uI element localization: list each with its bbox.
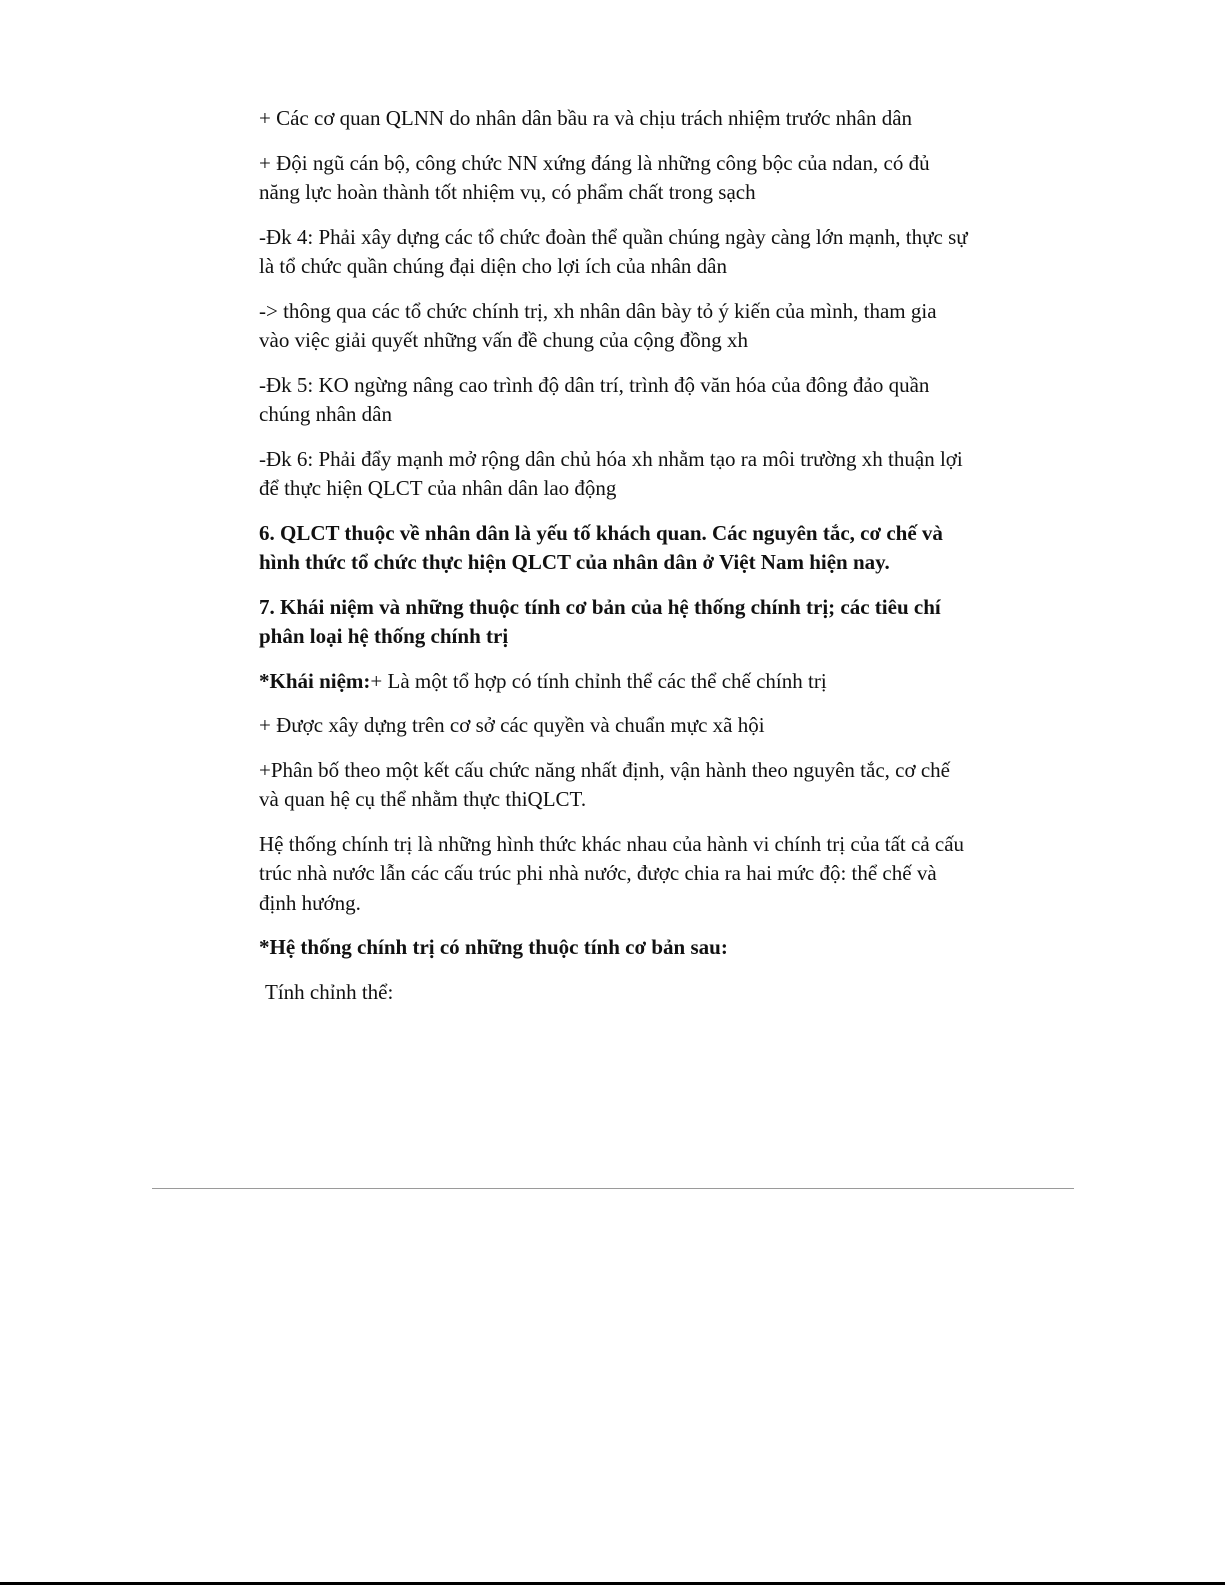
paragraph-condition-4: -Đk 4: Phải xây dựng các tổ chức đoàn thể quần chúng ngày càng lớn mạnh, thực sự là tổ chức quần chúng đại diện cho lợi ích của nhân dân (259, 224, 968, 278)
heading-section-6: 6. QLCT thuộc về nhân dân là yếu tố khách quan. Các nguyên tắc, cơ chế và hình thức tổ chức thực hiện QLCT của nhân dân ở Việt Nam hiện nay. (259, 520, 943, 574)
document-page-content (259, 104, 969, 1022)
paragraph-concept (259, 667, 969, 697)
paragraph-civil-servants: + Đội ngũ cán bộ, công chức NN xứng đáng là những công bộc của ndan, có đủ năng lực hoàn thành tốt nhiệm vụ, có phẩm chất trong sạch (259, 150, 930, 204)
paragraph-condition-5: -Đk 5: KO ngừng nâng cao trình độ dân trí, trình độ văn hóa của đông đảo quần chúng nhân dân (259, 372, 930, 426)
paragraph-political-organizations: -> thông qua các tổ chức chính trị, xh nhân dân bày tỏ ý kiến của mình, tham gia vào việc giải quyết những vấn đề chung của cộng đồng xh (259, 298, 937, 352)
paragraph-condition-6: -Đk 6: Phải đẩy mạnh mở rộng dân chủ hóa xh nhằm tạo ra môi trường xh thuận lợi để thực hiện QLCT của nhân dân lao động (259, 446, 963, 500)
paragraph-political-system-definition: Hệ thống chính trị là những hình thức khác nhau của hành vi chính trị của tất cả cấu trúc nhà nước lẫn các cấu trúc phi nhà nước, được chia ra hai mức độ: thể chế và định hướng. (259, 831, 965, 915)
paragraph-built-on-rights: + Được xây dựng trên cơ sở các quyền và chuẩn mực xã hội (259, 713, 765, 737)
concept-label: *Khái niệm: (259, 668, 371, 693)
paragraph-functional-structure: +Phân bố theo một kết cấu chức năng nhất định, vận hành theo nguyên tắc, cơ chế và quan hệ cụ thể nhằm thực thiQLCT. (259, 757, 950, 811)
paragraph-qlnn-elected: + Các cơ quan QLNN do nhân dân bầu ra và chịu trách nhiệm trước nhân dân (259, 106, 913, 130)
heading-basic-attributes: *Hệ thống chính trị có những thuộc tính cơ bản sau: (259, 935, 728, 959)
concept-text: + Là một tổ hợp có tính chỉnh thể các thể chế chính trị (370, 668, 827, 693)
page-divider (152, 1188, 1074, 1189)
paragraph-wholeness: Tính chỉnh thể: (265, 979, 394, 1004)
heading-section-7: 7. Khái niệm và những thuộc tính cơ bản của hệ thống chính trị; các tiêu chí phân loại hệ thống chính trị (259, 594, 941, 648)
